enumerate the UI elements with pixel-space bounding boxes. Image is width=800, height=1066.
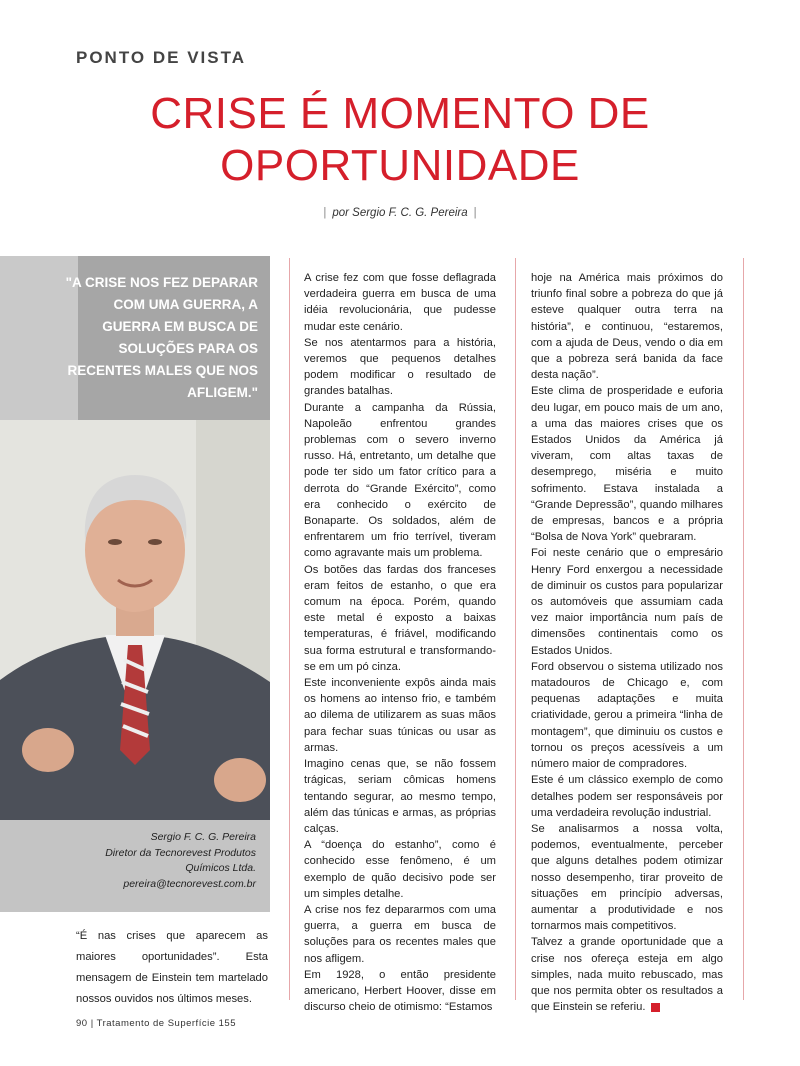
paragraph: Este inconveniente expôs ainda mais os homens ao intenso frio, e também ao dilema de utilizarem as suas mãos para fechar suas túnicas ou usar as armas. (304, 677, 496, 754)
page-folio: 90 | Tratamento de Superfície 155 (76, 1018, 236, 1029)
paragraph: hoje na América mais próximos do triunfo final sobre a pobreza do que já esteve qualquer outra terra na história”, e continuou, “estaremos, com a ajuda de Deus, vendo o dia em que a pobreza será banida da face desta nação”. (531, 272, 723, 382)
caption-company: Químicos Ltda. (185, 862, 256, 874)
paragraph: Este clima de prosperidade e euforia deu lugar, em pouco mais de um ano, a uma das maiores crises que os Estados Unidos da América já viveram, com altas taxas de desemprego, miséria e muito sofrimento. Estava instalada a “Grande Depressão”, quando milhares de empresas, bancos e a própria “Bolsa de Nova York” quebraram. (531, 385, 723, 544)
headline-line-1: CRISE É MOMENTO DE (150, 89, 650, 138)
paragraph: Este é um clássico exemplo de como detalhes podem ser responsáveis por uma verdadeira revolução industrial. (531, 774, 723, 819)
pull-quote-box (0, 256, 270, 420)
paragraph: Se analisarmos a nossa volta, podemos, eventualmente, perceber que alguns detalhes podem otimizar nosso desempenho, tirar proveito de situações em princípio adversas, aumentar a produtividade e nos tornarmos mais competitivos. (531, 822, 723, 933)
column-rule (289, 258, 290, 1000)
article-headline (0, 88, 800, 192)
byline-text: por Sergio F. C. G. Pereira (332, 207, 468, 219)
caption-email: pereira@tecnorevest.com.br (123, 877, 256, 890)
paragraph: A crise fez com que fosse deflagrada verdadeira guerra em busca de uma idéia revolucionária, que pudesse mudar este cenário. (304, 272, 496, 333)
byline: | por Sergio F. C. G. Pereira | (323, 207, 477, 219)
article-column-2 (531, 270, 723, 1015)
column-rule (515, 258, 516, 1000)
photo-caption (0, 820, 270, 912)
paragraph: Durante a campanha da Rússia, Napoleão enfrentou grandes problemas com o severo inverno russo. Há, entretanto, um detalhe que pode ter sido um fator crítico para a derrota do “Grande Exército”, como era conhecido o exército de Bonaparte. Os soldados, além de enfrentarem um frio terrível, tiveram como agravante mais um problema. (304, 401, 496, 560)
pull-quote: "A CRISE NOS FEZ DEPARAR COM UMA GUERRA, A GUERRA EM BUSCA DE SOLUÇÕES PARA OS RECENTES MALES QUE NOS AFLIGEM." (65, 275, 258, 400)
end-mark-icon (651, 1003, 660, 1012)
paragraph: A “doença do estanho”, como é conhecido esse fenômeno, é um exemplo de quão decisivo pode ser um simples detalhe. (304, 839, 496, 900)
final-paragraph-text: Talvez a grande oportunidade que a crise nos ofereça esteja em algo simples, nada muito rebuscado, mas que nos permita obter os resultados a que Einstein se referiu. (531, 936, 723, 1014)
paragraph: Foi neste cenário que o empresário Henry Ford enxergou a necessidade de diminuir os custos para popularizar os automóveis que assumiam cada vez maior importância num país de dimensões continentais como os Estados Unidos. (531, 547, 723, 657)
paragraph: Em 1928, o então presidente americano, Herbert Hoover, disse em discurso cheio de otimismo: “Estamos (304, 968, 496, 1014)
paragraph: Se nos atentarmos para a história, veremos que pequenos detalhes podem modificar o resultado de grandes batalhas. (304, 336, 496, 398)
paragraph: Ford observou o sistema utilizado nos matadouros de Chicago e, com pequenas adaptações e muita criatividade, gerou a primeira “linha de montagem”, que diminuiu os custos e tornou os preços acessíveis a um número maior de compradores. (531, 660, 723, 771)
paragraph-final (531, 934, 723, 1015)
section-label: PONTO DE VISTA (76, 48, 247, 67)
intro-quote: “É nas crises que aparecem as maiores oportunidades”. Esta mensagem de Einstein tem martelado nossos ouvidos nos últimos meses. (76, 930, 268, 1005)
article-column-1 (304, 270, 496, 1015)
column-rule (743, 258, 744, 1000)
caption-role: Diretor da Tecnorevest Produtos (105, 846, 256, 859)
author-photo (0, 420, 270, 820)
headline-line-2: OPORTUNIDADE (220, 141, 580, 190)
caption-name: Sergio F. C. G. Pereira (150, 831, 256, 843)
paragraph: Os botões das fardas dos franceses eram feitos de estanho, o que era comum na época. Porém, quando este metal é exposto a baixas temperaturas, é friável, modificando sua forma estrutural e transformando-se em um pó cinza. (304, 563, 496, 673)
paragraph: A crise nos fez depararmos com uma guerra, a guerra em busca de soluções para os recentes males que nos afligem. (304, 903, 496, 965)
paragraph: Imagino cenas que, se não fossem trágicas, seriam cômicas homens tentando segurar, ao mesmo tempo, além das túnicas e armas, as próprias calças. (304, 758, 496, 835)
